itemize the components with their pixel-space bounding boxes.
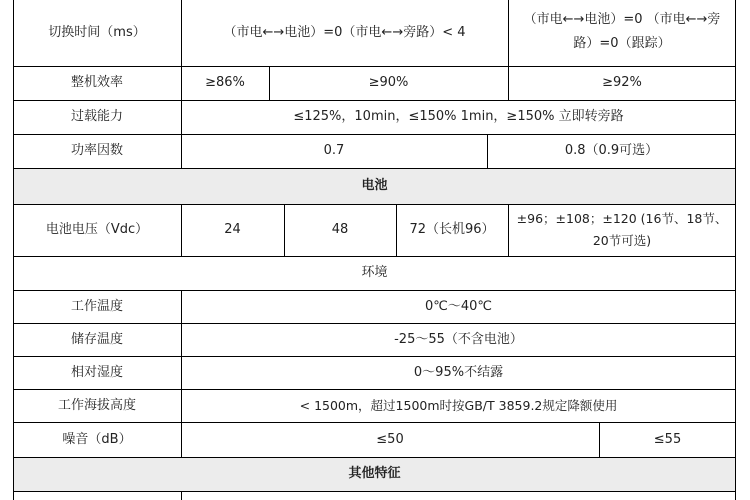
battery-voltage-label: 电池电压（Vdc） (45, 222, 149, 237)
battery-voltage-value-4-line2: 20节可选) (592, 233, 652, 248)
table-border-left (13, 0, 14, 500)
table-border-right (735, 0, 736, 500)
row-divider (13, 204, 736, 205)
row-divider (13, 256, 736, 257)
switch-time-value-b-line2: 路）=0（跟踪） (573, 36, 671, 51)
battery-section-title: 电池 (361, 178, 388, 193)
power-factor-value-1: 0.7 (323, 143, 345, 158)
environment-section-title: 环境 (361, 265, 388, 280)
row-divider (13, 290, 736, 291)
humidity-label: 相对湿度 (70, 364, 123, 380)
row-divider (13, 168, 736, 169)
row-divider (13, 422, 736, 423)
switch-time-label: 切换时间（ms） (48, 25, 146, 40)
column-divider (508, 204, 509, 256)
storage-temp-label: 储存温度 (70, 331, 123, 347)
power-factor-value-2: 0.8（0.9可选） (564, 143, 659, 158)
altitude-label: 工作海拔高度 (57, 397, 136, 413)
row-divider (13, 356, 736, 357)
row-divider (13, 134, 736, 135)
row-divider (13, 491, 736, 492)
battery-voltage-value-2: 48 (331, 222, 349, 237)
efficiency-value-2: ≥90% (368, 75, 409, 90)
work-temp-label: 工作温度 (70, 298, 123, 314)
column-divider (181, 290, 182, 457)
column-divider (269, 66, 270, 100)
overload-label: 过载能力 (70, 109, 123, 124)
humidity-value: 0～95%不结露 (413, 364, 504, 380)
column-divider (181, 491, 182, 500)
row-divider (13, 66, 736, 67)
switch-time-value-a: （市电←→电池）=0（市电←→旁路）< 4 (223, 25, 466, 40)
work-temp-value: 0℃～40℃ (424, 298, 492, 314)
column-divider (508, 0, 509, 100)
efficiency-label: 整机效率 (70, 75, 123, 90)
column-divider (487, 134, 488, 168)
column-divider (599, 422, 600, 457)
storage-temp-value: -25～55（不含电池） (394, 331, 523, 347)
noise-value-1: ≤50 (376, 431, 404, 447)
switch-time-value-b-line1: （市电←→电池）=0 （市电←→旁 (523, 12, 721, 27)
power-factor-label: 功率因数 (70, 143, 123, 158)
column-divider (181, 0, 182, 168)
battery-voltage-value-1: 24 (224, 222, 241, 237)
efficiency-value-1: ≥86% (205, 75, 245, 90)
column-divider (181, 204, 182, 256)
altitude-value: < 1500m，超过1500m时按GB/T 3859.2规定降额使用 (299, 397, 618, 413)
battery-voltage-value-4-line1: ±96；±108；±120 (16节、18节、 (516, 211, 728, 226)
battery-voltage-value-4 (508, 204, 736, 256)
overload-value: ≤125%，10min，≤150% 1min，≥150% 立即转旁路 (293, 109, 624, 124)
battery-voltage-value-3: 72（长机96） (409, 222, 495, 237)
row-divider (13, 389, 736, 390)
row-divider (13, 100, 736, 101)
row-divider (13, 323, 736, 324)
column-divider (396, 204, 397, 256)
efficiency-value-3: ≥92% (602, 75, 642, 90)
noise-label: 噪音（dB） (62, 431, 132, 447)
noise-value-2: ≤55 (653, 431, 682, 447)
row-divider (13, 457, 736, 458)
column-divider (284, 204, 285, 256)
other-section-title: 其他特征 (348, 466, 401, 481)
switch-time-value-b (508, 4, 736, 60)
